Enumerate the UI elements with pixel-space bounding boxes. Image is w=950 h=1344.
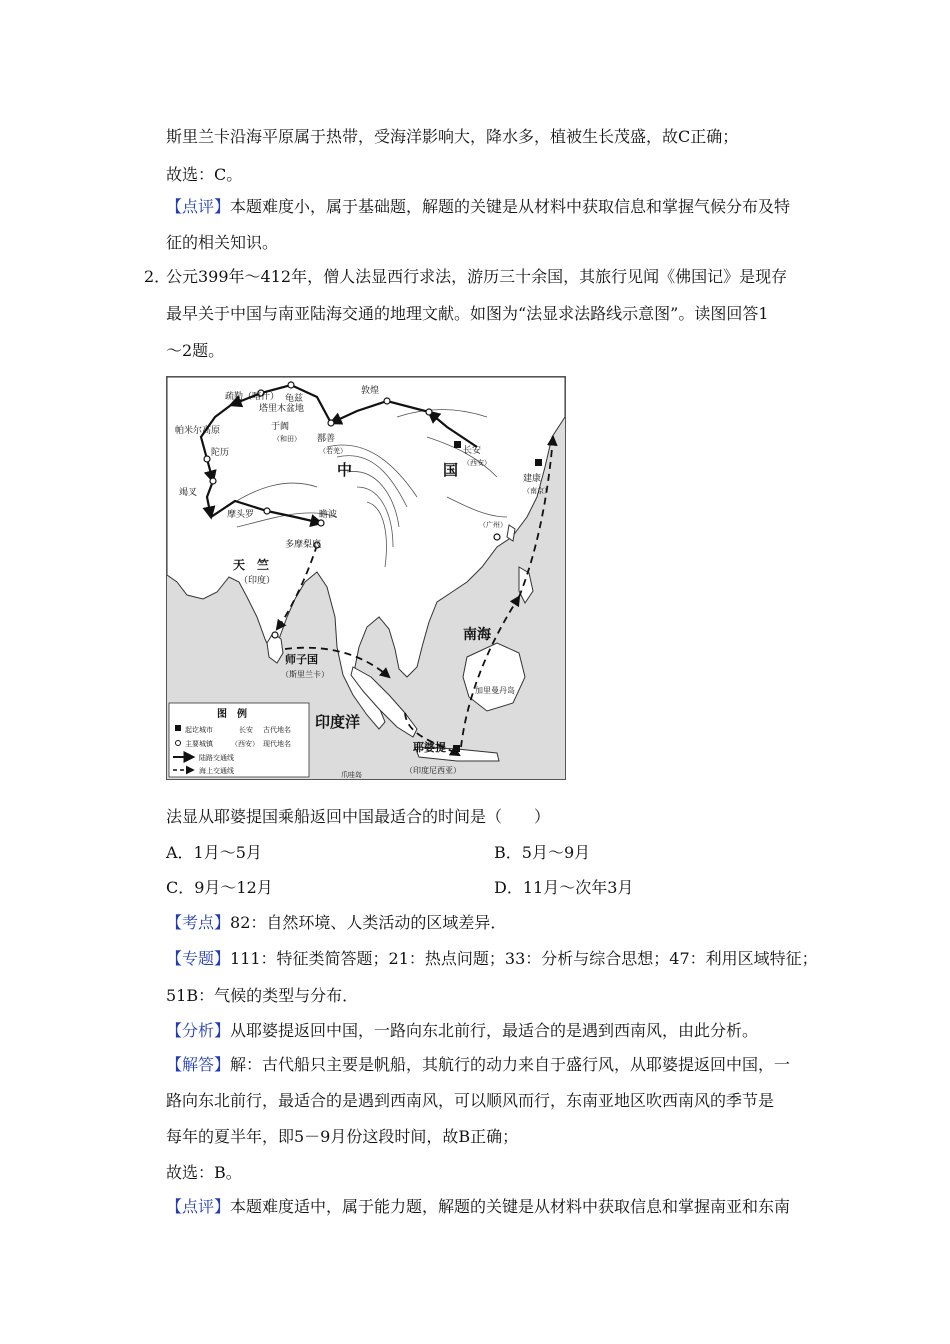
map-label: 国: [443, 461, 459, 479]
map-label: 中: [337, 461, 353, 479]
legend-label: 陆路交通线: [199, 754, 234, 762]
map-label: 耶婆提: [413, 741, 446, 754]
map-label: （南京）: [523, 487, 551, 495]
legend-label: 起讫城市: [185, 726, 213, 734]
legend-title: 图 例: [217, 709, 247, 720]
legend-label: 长安: [239, 726, 253, 734]
map-label: 南海: [463, 627, 491, 643]
text-line: 路向东北前行，最适合的是遇到西南风，可以顺风而行，东南亚地区吹西南风的季节是: [166, 1091, 775, 1110]
comment-text: 本题难度小，属于基础题，解题的关键是从材料中获取信息和掌握气候分布及特: [230, 197, 791, 216]
map-label: 陀历: [211, 448, 230, 458]
jieda-tag: 【解答】: [166, 1055, 231, 1074]
route-map: [166, 376, 566, 780]
dianping-line: [166, 1196, 790, 1218]
map-label: （印度尼西亚）: [405, 766, 461, 775]
map-label: （和田）: [273, 435, 301, 443]
map-label: 竭叉: [179, 488, 198, 498]
zhuanti-text: 111：特征类简答题；21：热点问题；33：分析与综合思想；47：利用区域特征；: [230, 949, 818, 968]
map-label: （西安）: [463, 459, 491, 467]
map-label: （印度）: [239, 576, 276, 586]
question-number: 2．: [144, 267, 171, 286]
option-d[interactable]: D．11月～次年3月: [494, 878, 634, 897]
question-stem: 最早关于中国与南亚陆海交通的地理文献。如图为“法显求法路线示意图”。读图回答1: [166, 304, 769, 323]
zhuanti-line: [166, 948, 818, 970]
text-line: 征的相关知识。: [166, 233, 279, 252]
question-stem: 公元399年～412年，僧人法显西行求法，游历三十余国，其旅行见闻《佛国记》是现存: [166, 267, 788, 286]
map-label: （斯里兰卡）: [281, 670, 329, 679]
map-label: 疏勒（喀什）: [225, 392, 280, 402]
zhuanti-tag: 【专题】: [166, 949, 231, 968]
comment-line: [166, 196, 790, 218]
kaodian-line: [166, 912, 506, 934]
map-label: （若羌）: [319, 447, 347, 455]
option-c[interactable]: C．9月～12月: [166, 878, 273, 897]
map-legend: [169, 703, 309, 777]
fenxi-tag: 【分析】: [166, 1021, 231, 1040]
text-line: 斯里兰卡沿海平原属于热带，受海洋影响大，降水多，植被生长茂盛，故C正确；: [166, 127, 739, 146]
option-b[interactable]: B．5月～9月: [494, 843, 591, 862]
legend-label: 古代地名: [263, 726, 291, 734]
fenxi-line: [166, 1020, 758, 1042]
legend-label: （西安）: [231, 740, 259, 748]
comment-tag: 【点评】: [166, 197, 231, 216]
map-label: 塔里木盆地: [259, 404, 305, 414]
jieda-line: [166, 1054, 790, 1076]
fenxi-text: 从耶婆提返回中国，一路向东北前行，最适合的是遇到西南风，由此分析。: [230, 1021, 759, 1040]
map-label: （广州）: [479, 521, 507, 529]
map-label: 瞻波: [319, 510, 338, 520]
map-label: 印度洋: [315, 713, 361, 731]
question-ask: 法显从耶婆提国乘船返回中国最适合的时间是（ ）: [166, 807, 551, 826]
map-label: 爪哇岛: [341, 771, 362, 779]
map-label: 建康: [523, 474, 542, 484]
map-label: 多摩梨底: [285, 540, 322, 550]
dianping-tag: 【点评】: [166, 1197, 231, 1216]
kaodian-text: 82：自然环境、人类活动的区域差异．: [230, 913, 507, 932]
map-label: 师子国: [285, 653, 318, 666]
text-line: 故选：C。: [166, 165, 243, 184]
jieda-text: 解：古代船只主要是帆船，其航行的动力来自于盛行风，从耶婆提返回中国，一: [230, 1055, 791, 1074]
map-label: 加里曼丹岛: [475, 686, 515, 695]
text-line: 51B：气候的类型与分布．: [166, 986, 359, 1005]
map-label: 鄯善: [317, 434, 336, 444]
question-stem: ～2题。: [166, 341, 225, 360]
map-label: 于阗: [271, 422, 290, 432]
legend-label: 海上交通线: [199, 767, 234, 775]
map-label: 敦煌: [361, 386, 380, 396]
map-label: 长安: [463, 446, 482, 456]
map-label: 龟兹: [285, 394, 304, 404]
dianping-text: 本题难度适中，属于能力题，解题的关键是从材料中获取信息和掌握南亚和东南: [230, 1197, 791, 1216]
legend-label: 主要城镇: [185, 740, 213, 748]
kaodian-tag: 【考点】: [166, 913, 231, 932]
map-label: 帕米尔高原: [175, 426, 221, 436]
map-label: 摩头罗: [227, 510, 255, 520]
text-line: 每年的夏半年，即5－9月份这段时间，故B正确；: [166, 1127, 519, 1146]
map-label: 天 竺: [233, 558, 270, 572]
option-a[interactable]: A．1月～5月: [166, 843, 262, 862]
legend-label: 现代地名: [263, 740, 291, 748]
text-line: 故选：B。: [166, 1163, 242, 1182]
